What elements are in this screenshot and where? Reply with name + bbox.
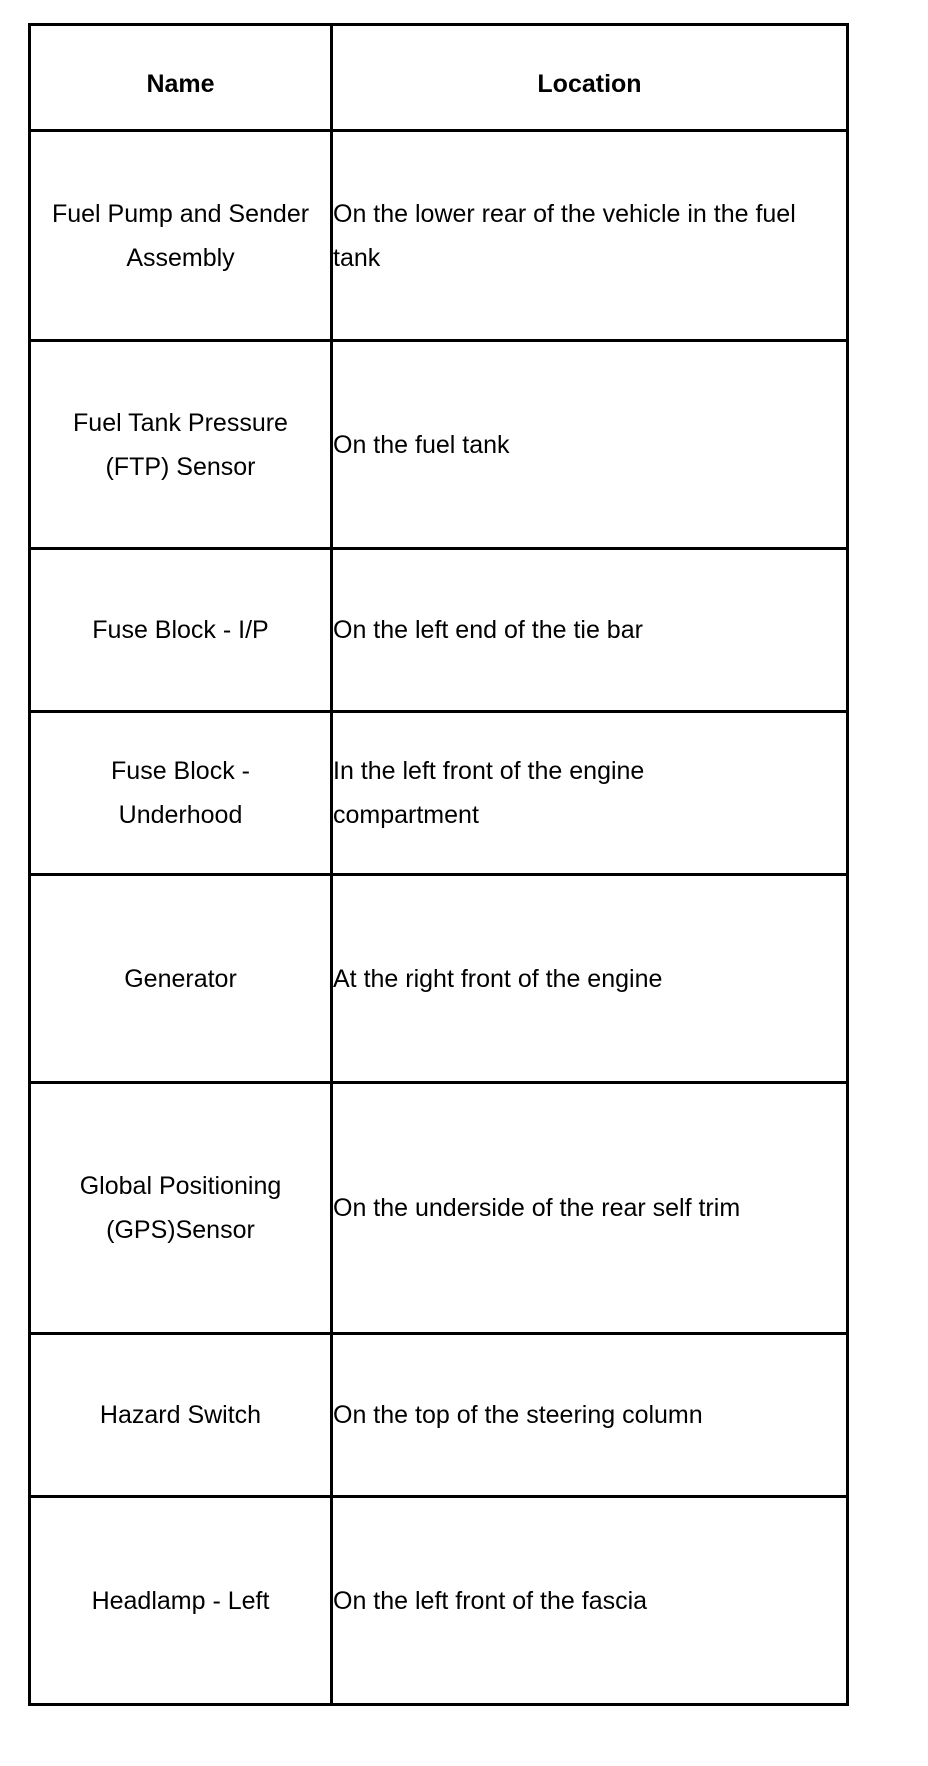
component-location: At the right front of the engine [333,964,663,993]
table-body [30,131,848,1705]
component-name: Fuse Block - I/P [92,616,269,644]
table-row [30,875,848,1083]
component-location-cell [332,549,848,712]
component-location: On the left front of the fascia [333,1586,648,1615]
name-column-header: Name [30,25,332,131]
header-row [30,25,848,131]
component-location-table [28,23,849,1706]
component-location: On the top of the steering column [333,1401,703,1429]
component-name-cell [30,1334,332,1497]
table-row [30,341,848,549]
component-location-cell [332,712,848,875]
component-location-cell [332,1334,848,1497]
component-name-cell [30,1497,332,1705]
component-location-cell [332,131,848,341]
component-location-cell [332,875,848,1083]
component-name: Fuse Block - Underhood [111,757,250,829]
component-location-cell [332,1083,848,1334]
component-location-cell [332,341,848,549]
location-column-header: Location [332,25,848,131]
component-location-cell [332,1497,848,1705]
component-name-cell [30,549,332,712]
component-location: On the fuel tank [333,430,510,459]
table-header [30,25,848,131]
table-row [30,1334,848,1497]
component-location: On the left end of the tie bar [333,616,643,644]
component-name: Hazard Switch [99,1401,262,1429]
component-name: Generator [124,964,237,993]
table-row [30,549,848,712]
component-name-cell [30,131,332,341]
table-row [30,1083,848,1334]
component-location: On the lower rear of the vehicle in the fuel tank [333,199,796,272]
table-row [30,1497,848,1705]
component-location: In the left front of the engine compartment [333,757,645,829]
component-name: Headlamp - Left [91,1586,270,1615]
component-name-cell [30,875,332,1083]
table-row [30,712,848,875]
component-name: Fuel Tank Pressure (FTP) Sensor [73,408,288,481]
component-location: On the underside of the rear self trim [333,1194,741,1222]
component-name-cell [30,1083,332,1334]
table-row [30,131,848,341]
component-name: Global Positioning (GPS)Sensor [79,1172,282,1244]
component-name: Fuel Pump and Sender Assembly [51,199,310,272]
component-name-cell [30,341,332,549]
component-name-cell [30,712,332,875]
